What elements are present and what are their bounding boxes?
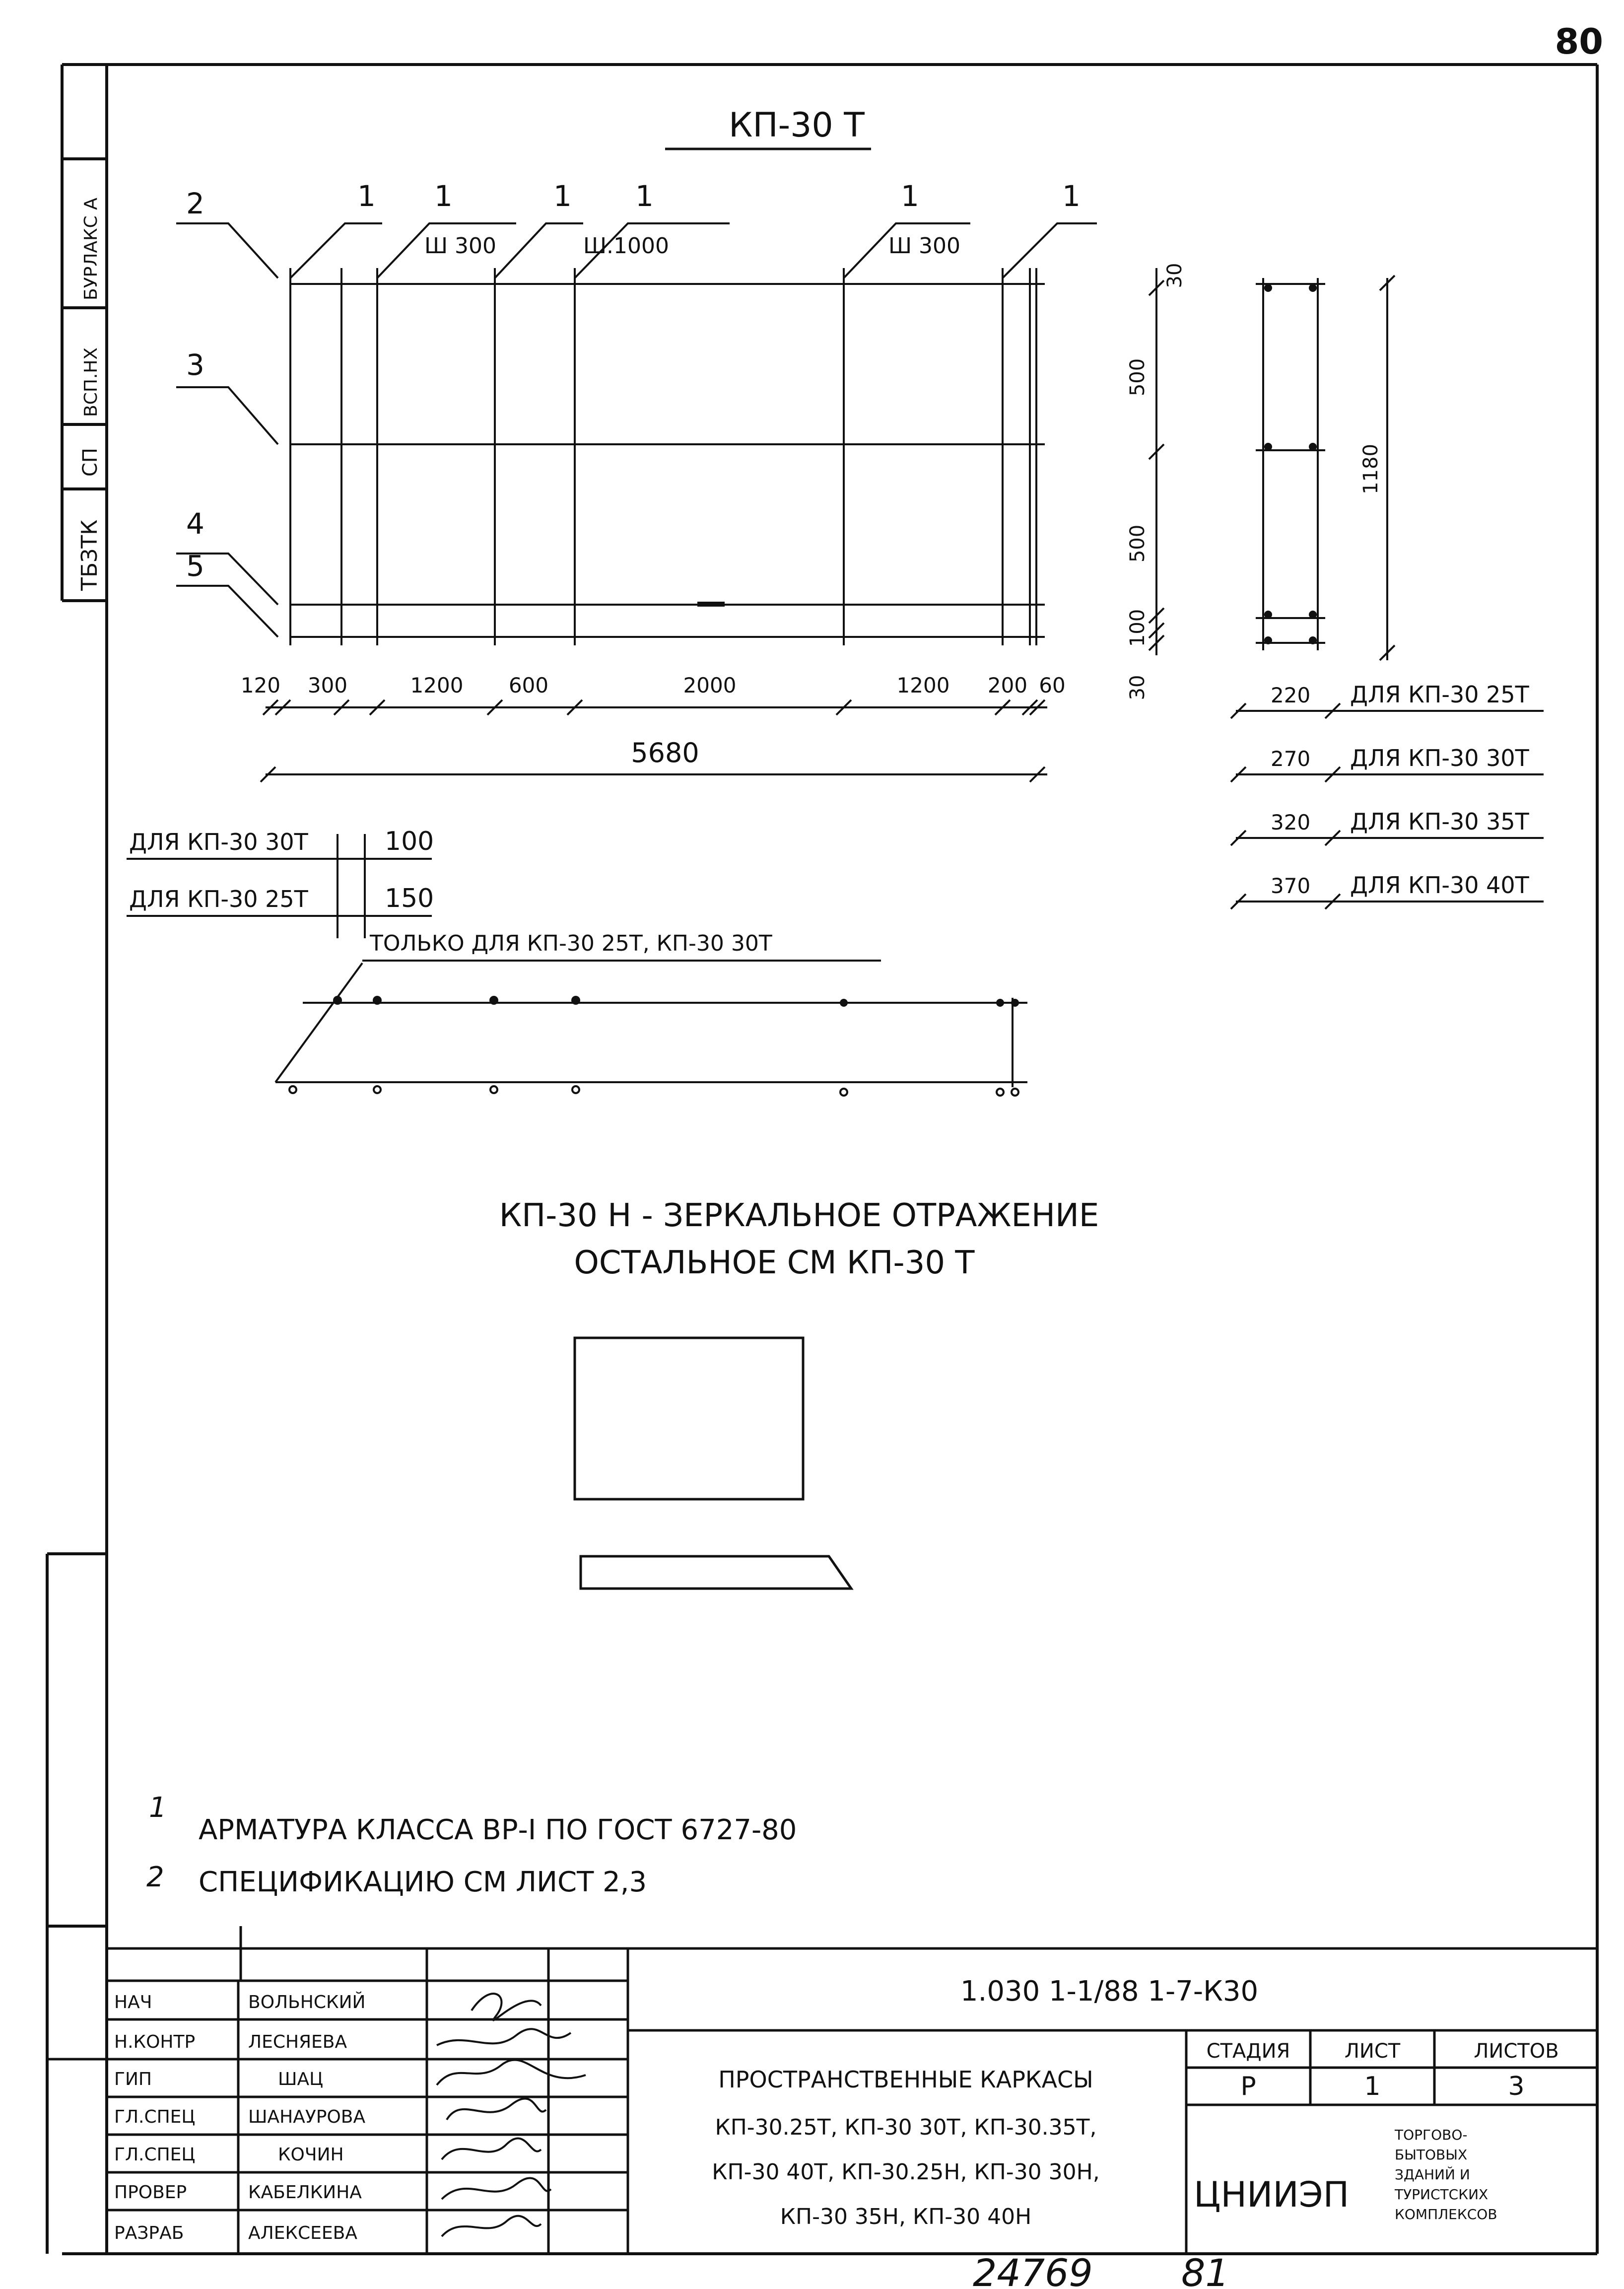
org-name: ЦНИИЭП [1194,2174,1350,2215]
width-220-label: ДЛЯ КП-30 25Т [1350,681,1529,708]
drawing-frame [47,65,1597,2254]
offset-25t-label: ДЛЯ КП-30 25Т [129,886,308,912]
name-5: КАБЕЛКИНА [248,2182,362,2203]
vdim-small: 100 [1126,609,1149,647]
general-notes [146,1792,797,1898]
width-320: 320 [1271,810,1311,834]
vdim-total: 1180 [1359,444,1382,494]
margin-cell-a: ТБЗТК [77,519,102,591]
sheet-number: 80 [1555,21,1603,62]
pitch-labels [424,233,960,259]
cross-section [1256,278,1325,650]
sheets-value: 3 [1508,2072,1525,2101]
doc-code: 1.030 1-1/88 1-7-К30 [960,1975,1259,2008]
symbol-parallelogram [581,1556,851,1589]
width-370: 370 [1271,874,1311,898]
role-4: ГЛ.СПЕЦ [114,2145,196,2165]
stamp-page: 81 [1181,2251,1229,2289]
width-370-label: ДЛЯ КП-30 40Т [1350,872,1529,899]
mirror-note-line2: ОСТАЛЬНОЕ СМ КП-30 Т [574,1245,975,1281]
note-2-text: СПЕЦИФИКАЦИЮ СМ ЛИСТ 2,3 [199,1866,647,1898]
dim-600: 600 [508,673,549,697]
offset-25t-value: 150 [385,884,434,913]
name-4: КОЧИН [278,2145,344,2165]
vdim-top: 30 [1163,263,1186,288]
cage-elevation [290,268,1045,645]
vertical-dimension-chain [1149,268,1395,660]
drawing-title: КП-30 Т [729,106,865,145]
plan-dots-bottom [289,1086,1018,1096]
mark-4: 4 [186,507,204,541]
role-1: Н.КОНТР [114,2032,196,2052]
mark-1-b: 1 [434,179,453,213]
note-1-num: 1 [149,1792,167,1824]
offset-30t-value: 100 [385,827,434,856]
mark-3: 3 [186,348,204,382]
note-2-num: 2 [146,1861,164,1893]
symbol-rectangle [575,1338,803,1499]
pitch-300-a: Ш 300 [424,233,497,259]
mark-leaders [176,223,1097,637]
product-title: ПРОСТРАНСТВЕННЫЕ КАРКАСЫ [718,2066,1093,2093]
vdim-upper: 500 [1126,358,1149,397]
plan-dots [333,996,1019,1007]
width-270: 270 [1271,747,1311,771]
stage-value: Р [1240,2072,1256,2101]
dim-60: 60 [1039,673,1066,697]
width-270-label: ДЛЯ КП-30 30Т [1350,745,1529,771]
dim-1200-b: 1200 [896,673,950,697]
margin-cell-b: СП [79,447,102,477]
stamp-number: 24769 [973,2251,1093,2289]
offset-values [129,827,434,913]
name-1: ЛЕСНЯЕВА [248,2032,347,2052]
sheet-value: 1 [1364,2072,1381,2101]
width-220: 220 [1271,683,1311,707]
mark-2: 2 [186,187,204,220]
width-values [1271,681,1530,899]
dim-1200-a: 1200 [410,673,464,697]
cage-plan [275,963,1027,1087]
sheet-header: ЛИСТ [1344,2040,1401,2063]
dim-120: 120 [240,673,281,697]
offset-30t-label: ДЛЯ КП-30 30Т [129,829,308,855]
name-2: ШАЦ [278,2069,324,2089]
org-line-3: ТУРИСТСКИХ [1395,2186,1489,2203]
product-line-2: КП-30 35Н, КП-30 40Н [780,2204,1032,2229]
org-line-2: ЗДАНИЙ И [1395,2166,1470,2183]
mark-1-e: 1 [901,179,919,213]
role-6: РАЗРАБ [114,2223,184,2243]
dimension-values [241,673,1066,768]
stage-cells [1207,2040,1559,2101]
title-block-roles [114,1992,366,2243]
mark-5: 5 [186,549,204,583]
dim-300: 300 [307,673,348,697]
org-lines [1394,2127,1497,2222]
product-title-block [712,2066,1099,2229]
role-0: НАЧ [114,1992,152,2012]
org-line-4: КОМПЛЕКСОВ [1395,2206,1497,2222]
name-3: ШАНАУРОВА [248,2107,366,2127]
mark-1-f: 1 [1062,179,1081,213]
section-bars [1264,284,1317,644]
product-line-0: КП-30.25Т, КП-30 30Т, КП-30.35Т, [715,2115,1097,2140]
mark-1-a: 1 [357,179,376,213]
left-margin-stamps [77,198,102,591]
margin-cell-c: ВСП.НХ [81,347,101,417]
only-for-note: ТОЛЬКО ДЛЯ КП-30 25Т, КП-30 30Т [370,931,772,956]
vdim-bottom: 30 [1126,675,1149,700]
stage-header: СТАДИЯ [1206,2040,1290,2063]
width-320-label: ДЛЯ КП-30 35Т [1350,808,1529,835]
role-2: ГИП [114,2069,152,2089]
role-5: ПРОВЕР [114,2182,187,2203]
note-1-text: АРМАТУРА КЛАССА ВР-I ПО ГОСТ 6727-80 [199,1814,797,1846]
dim-200: 200 [987,673,1028,697]
signatures [437,1994,586,2236]
mark-1-c: 1 [553,179,572,213]
weld-mark [697,602,725,607]
dim-overall: 5680 [631,737,699,768]
org-line-1: БЫТОВЫХ [1395,2147,1468,2163]
dim-2000: 2000 [683,673,737,697]
vdim-lower: 500 [1126,524,1149,563]
sheets-header: ЛИСТОВ [1474,2040,1559,2063]
pitch-300-b: Ш 300 [888,233,961,259]
name-6: АЛЕКСЕЕВА [248,2223,357,2243]
org-line-0: ТОРГОВО- [1395,2127,1468,2143]
product-line-1: КП-30 40Т, КП-30.25Н, КП-30 30Н, [712,2159,1100,2185]
margin-cell-d: БУРЛАКС А [81,198,101,300]
role-3: ГЛ.СПЕЦ [114,2107,196,2127]
pitch-1000: Ш.1000 [583,233,670,259]
vertical-dimension-values [1126,263,1382,700]
name-0: ВОЛЬНСКИЙ [248,1992,366,2012]
mirror-note-line1: КП-30 Н - ЗЕРКАЛЬНОЕ ОТРАЖЕНИЕ [499,1197,1099,1234]
mark-1-d: 1 [635,179,654,213]
